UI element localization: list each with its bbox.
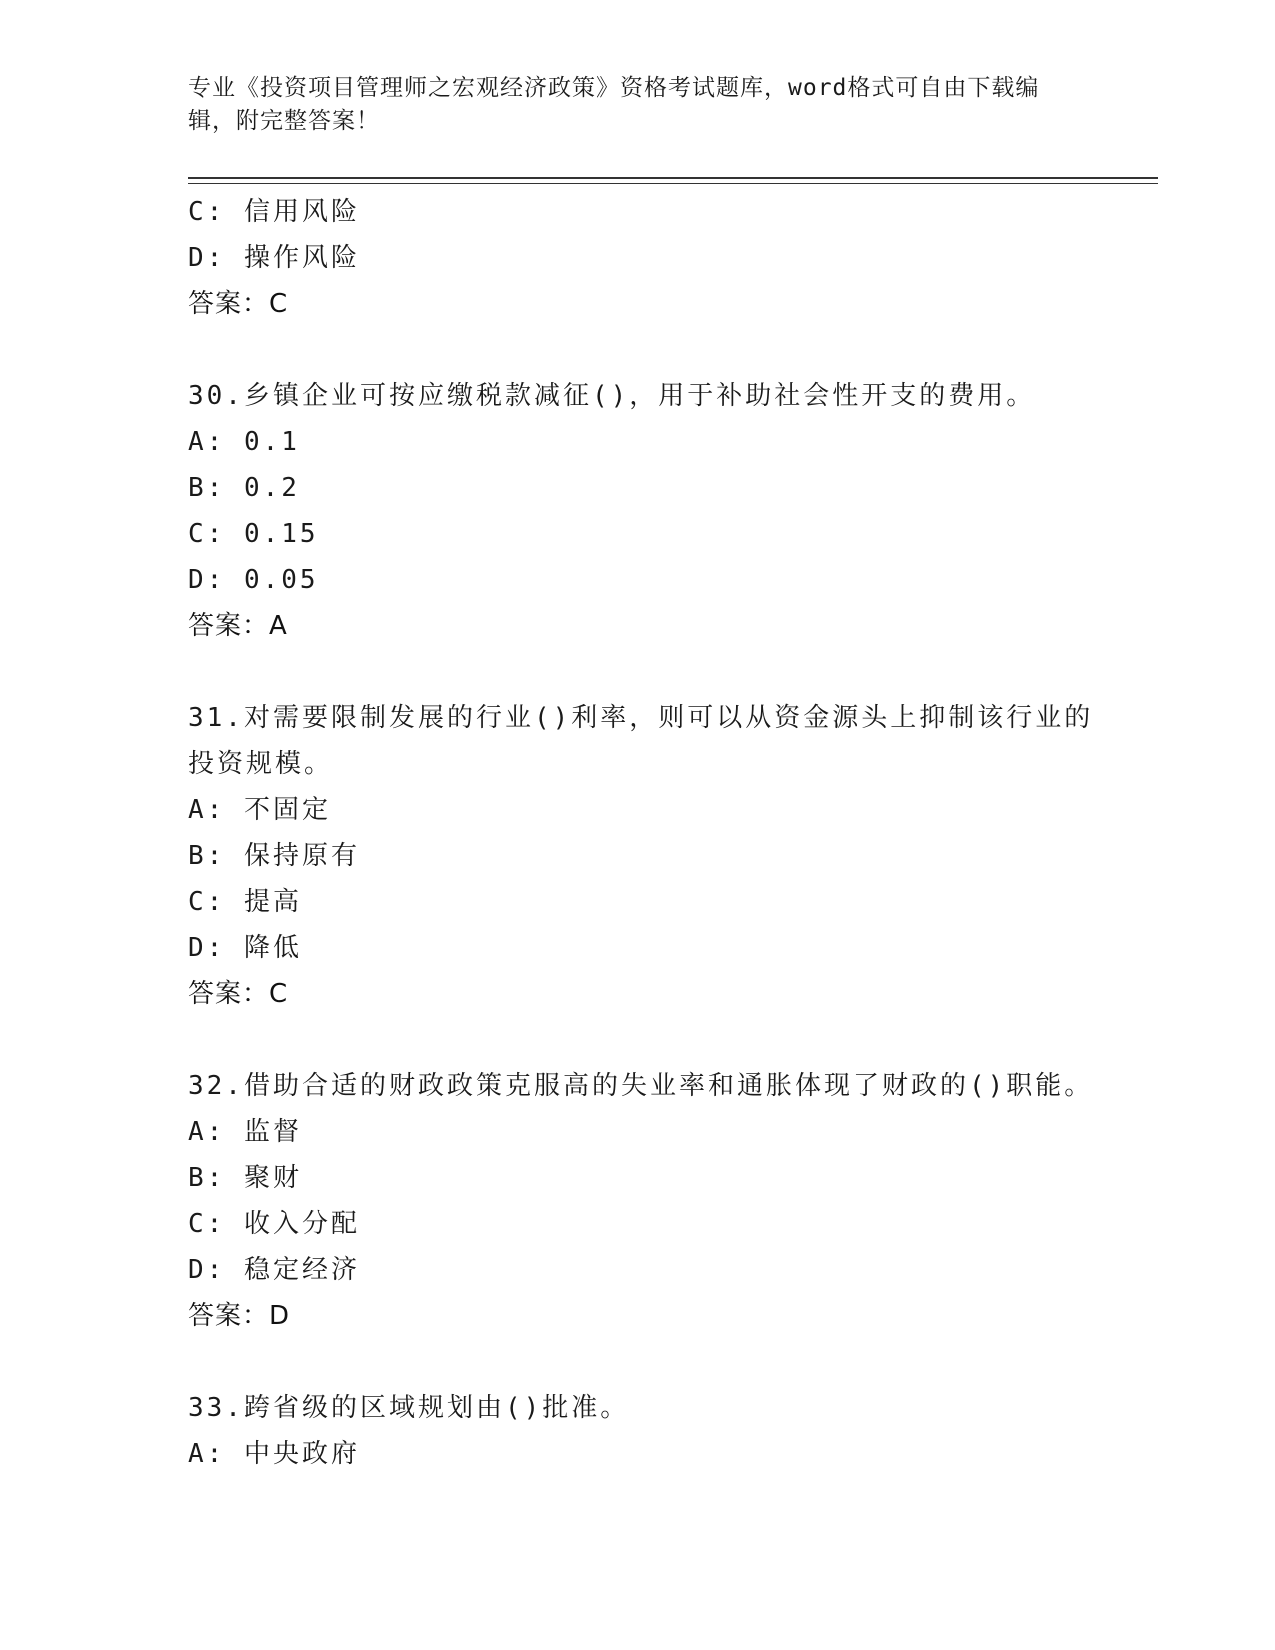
question-stem-line-1: 31.对需要限制发展的行业()利率，则可以从资金源头上抑制该行业的 bbox=[188, 703, 1094, 733]
option-b: B: 聚财 bbox=[188, 1163, 302, 1193]
option-d: D: 0.05 bbox=[188, 565, 319, 595]
option-a: A: 监督 bbox=[188, 1117, 302, 1147]
document-header bbox=[188, 72, 1068, 138]
option-a: A: 0.1 bbox=[188, 427, 300, 457]
question-stem: 30.乡镇企业可按应缴税款减征()，用于补助社会性开支的费用。 bbox=[188, 381, 1036, 411]
answer: 答案：D bbox=[188, 1301, 291, 1331]
answer: 答案：C bbox=[188, 289, 289, 319]
option-d: D: 操作风险 bbox=[188, 243, 360, 273]
header-divider-thin bbox=[188, 183, 1158, 184]
option-a: A: 中央政府 bbox=[188, 1439, 360, 1469]
question-stem: 33.跨省级的区域规划由()批准。 bbox=[188, 1393, 630, 1423]
question-32 bbox=[188, 1063, 1094, 1339]
spacer bbox=[188, 1339, 1088, 1385]
option-d: D: 稳定经济 bbox=[188, 1255, 360, 1285]
spacer bbox=[188, 327, 1088, 373]
answer: 答案：A bbox=[188, 611, 288, 641]
spacer bbox=[188, 1017, 1088, 1063]
question-33 bbox=[188, 1385, 1088, 1477]
question-list bbox=[188, 189, 1094, 1477]
option-c: C: 信用风险 bbox=[188, 197, 360, 227]
option-b: B: 保持原有 bbox=[188, 841, 360, 871]
option-c: C: 0.15 bbox=[188, 519, 319, 549]
option-a: A: 不固定 bbox=[188, 795, 331, 825]
question-30 bbox=[188, 373, 1088, 649]
answer: 答案：C bbox=[188, 979, 289, 1009]
option-c: C: 收入分配 bbox=[188, 1209, 360, 1239]
question-31 bbox=[188, 695, 1094, 1017]
option-b: B: 0.2 bbox=[188, 473, 300, 503]
question-stem: 32.借助合适的财政政策克服高的失业率和通胀体现了财政的()职能。 bbox=[188, 1071, 1094, 1101]
spacer bbox=[188, 649, 1088, 695]
option-c: C: 提高 bbox=[188, 887, 302, 917]
question-29-continued bbox=[188, 189, 1088, 327]
option-d: D: 降低 bbox=[188, 933, 302, 963]
header-divider-thick bbox=[188, 177, 1158, 179]
question-stem-line-2: 投资规模。 bbox=[188, 749, 334, 779]
header-line-1: 专业《投资项目管理师之宏观经济政策》资格考试题库，word格式可自由下载编 bbox=[188, 75, 1040, 101]
header-line-2: 辑，附完整答案！ bbox=[188, 108, 380, 134]
